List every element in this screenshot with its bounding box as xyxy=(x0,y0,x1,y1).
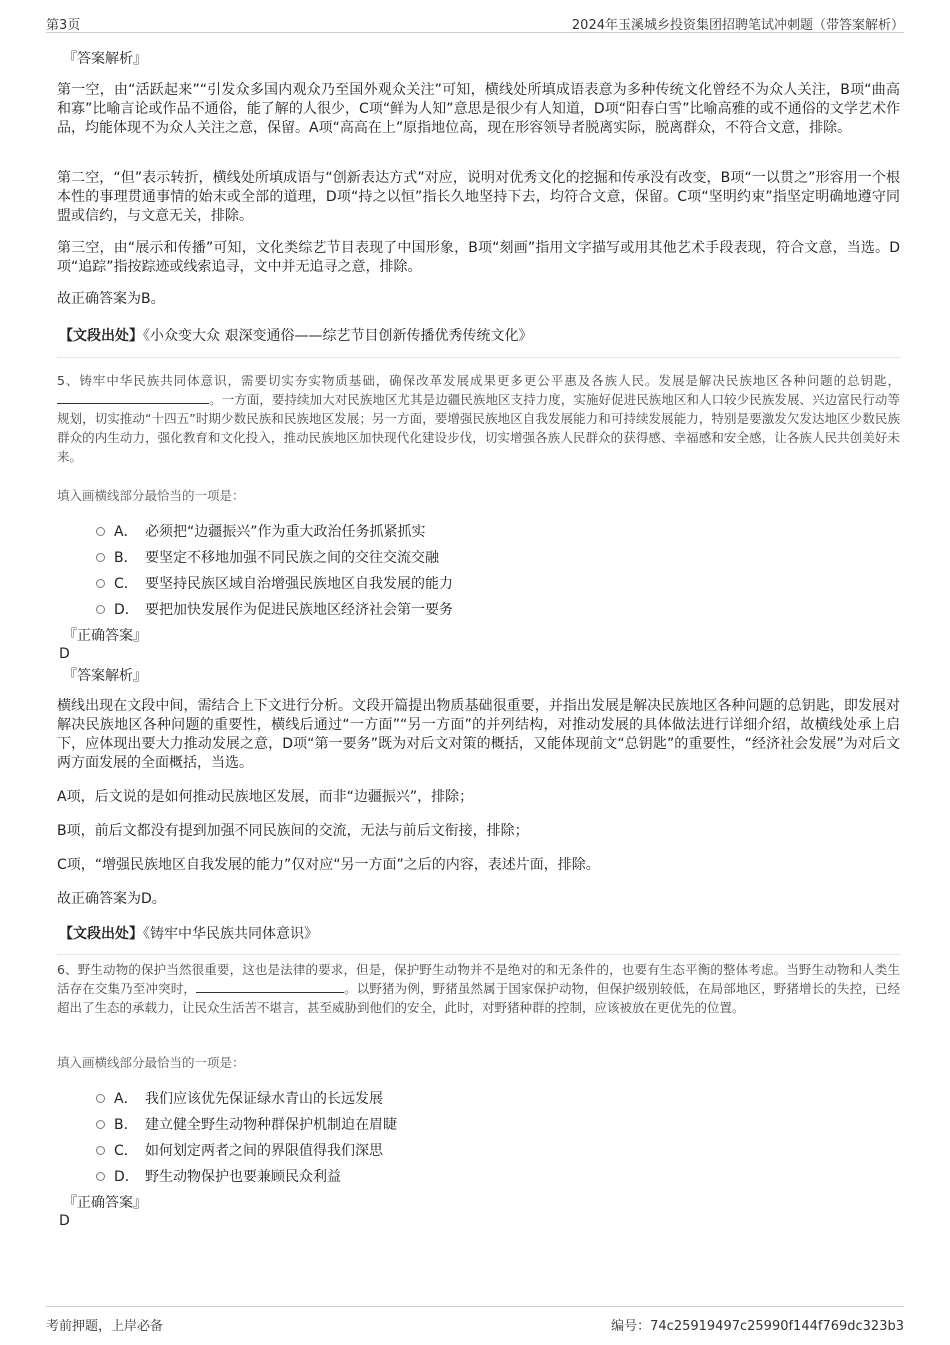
q5-stem-before: 5、铸牢中华民族共同体意识，需要切实夯实物质基础，确保改革发展成果更多更公平惠及各族人民。发展是解决民族地区各种问题的总钥匙， xyxy=(57,373,900,388)
q5-option-b[interactable]: B． 要坚定不移地加强不同民族之间的交往交流交融 xyxy=(57,545,900,571)
q5-conclusion: 故正确答案为D。 xyxy=(57,891,166,907)
q5-analysis-label: 『答案解析』 xyxy=(63,668,147,684)
footer-code-label: 编号： xyxy=(611,1319,651,1334)
q5-source xyxy=(59,923,900,943)
radio-icon[interactable] xyxy=(96,1120,105,1129)
q4-analysis-paragraph-3: 第三空，由“展示和传播”可知，文化类综艺节目表现了中国形象，B项“刻画”指用文字描写或用其他艺术手段表现，符合文意，当选。D项“追踪”指按踪迹或线索追寻，文中并无追寻之意，排除。 xyxy=(57,240,900,275)
page-header xyxy=(46,10,904,33)
radio-icon[interactable] xyxy=(96,527,105,536)
q6-blank xyxy=(196,980,344,993)
q6-option-c[interactable]: C． 如何划定两者之间的界限值得我们深思 xyxy=(57,1138,900,1164)
q6-option-d[interactable]: D． 野生动物保护也要兼顾民众利益 xyxy=(57,1164,900,1190)
q6-answer: D xyxy=(59,1213,70,1229)
q6-stem-before: 6、野生动物的保护当然很重要，这也是法律的要求，但是，保护野生动物并不是绝对的和无条件的，也要有生态平衡的整体考虑。当野生动物和人类生活存在交集乃至冲突时， xyxy=(57,962,900,996)
q4-analysis-label: 『答案解析』 xyxy=(63,51,147,67)
q5-analysis-paragraph-1: 横线出现在文段中间，需结合上下文进行分析。文段开篇提出物质基础很重要，并指出发展是解决民族地区各种问题的总钥匙，即发展对解决民族地区各种问题的重要性，横线后通过“一方面”“另一方面”的并列结构，对推动发展的具体做法进行详细介绍，故横线处承上启下，应体现出要大力推动发展之意，D项“第一要务”既为对后文对策的概括，又能体现前文“总钥匙”的重要性，“经济社会发展”为对后文两方面发展的全面概括，当选。 xyxy=(57,698,900,771)
q5-source-text: 《铸牢中华民族共同体意识》 xyxy=(143,926,318,942)
document-title: 2024年玉溪城乡投资集团招聘笔试冲刺题（带答案解析） xyxy=(571,18,904,33)
q5-analysis-option-a: A项，后文说的是如何推动民族地区发展，而非“边疆振兴”，排除； xyxy=(57,789,474,805)
radio-icon[interactable] xyxy=(96,579,105,588)
q6-stem-after: 。以野猪为例，野猪虽然属于国家保护动物，但保护级别较低，在局部地区，野猪增长的失控，已经超出了生态的承载力，让民众生活苦不堪言，甚至威胁到他们的安全，此时，对野猪种群的控制，应该被放在更优先的位置。 xyxy=(57,981,900,1015)
q5-analysis-option-c: C项，“增强民族地区自我发展的能力”仅对应“另一方面”之后的内容，表述片面，排除。 xyxy=(57,857,600,873)
q5-stem xyxy=(57,371,900,466)
q5-answer: D xyxy=(59,646,70,662)
q6-option-a[interactable]: A． 我们应该优先保证绿水青山的长远发展 xyxy=(57,1086,900,1112)
q5-option-a[interactable]: A． 必须把“边疆振兴”作为重大政治任务抓紧抓实 xyxy=(57,519,900,545)
q6-options xyxy=(57,1086,900,1190)
radio-icon[interactable] xyxy=(96,553,105,562)
q5-divider xyxy=(57,954,900,955)
page-footer xyxy=(46,1306,904,1337)
q6-answer-label: 『正确答案』 xyxy=(63,1195,147,1211)
q6-prompt: 填入画横线部分最恰当的一项是： xyxy=(57,1055,245,1070)
q5-options xyxy=(57,519,900,623)
q5-option-d[interactable]: D． 要把加快发展作为促进民族地区经济社会第一要务 xyxy=(57,597,900,623)
footer-code xyxy=(611,1315,904,1334)
radio-icon[interactable] xyxy=(96,605,105,614)
q4-conclusion: 故正确答案为B。 xyxy=(57,291,165,307)
page-number: 第3页 xyxy=(46,18,81,33)
q5-prompt: 填入画横线部分最恰当的一项是： xyxy=(57,488,245,503)
radio-icon[interactable] xyxy=(96,1146,105,1155)
footer-code-value: 74c25919497c25990f144f769dc323b3 xyxy=(650,1319,904,1334)
q4-analysis-paragraph-2: 第二空，“但”表示转折，横线处所填成语与“创新表达方式”对应，说明对优秀文化的挖掘和传承没有改变，B项“一以贯之”形容用一个根本性的事理贯通事情的始末或全部的道理，D项“持之以恒”指长久地坚持下去，均符合文意，保留。C项“坚明约束”指坚定明确地遵守同盟或信约，与文意无关，排除。 xyxy=(57,170,900,224)
q5-source-label: 【文段出处】 xyxy=(59,926,143,942)
radio-icon[interactable] xyxy=(96,1094,105,1103)
q4-divider xyxy=(57,357,900,358)
q5-stem-after: 。一方面，要持续加大对民族地区尤其是边疆民族地区支持力度，实施好促进民族地区和人口较少民族发展、兴边富民行动等规划，切实推动“十四五”时期少数民族和民族地区发展；另一方面，要增强民族地区自我发展能力和可持续发展能力，特别是要激发欠发达地区少数民族群众的内生动力，强化教育和文化投入，推动民族地区加快现代化建设步伐，切实增强各族人民群众的获得感、幸福感和安全感，让各族人民共创美好未来。 xyxy=(57,392,900,464)
q6-option-b[interactable]: B． 建立健全野生动物种群保护机制迫在眉睫 xyxy=(57,1112,900,1138)
radio-icon[interactable] xyxy=(96,1172,105,1181)
q4-source xyxy=(59,325,900,345)
q4-source-text: 《小众变大众 艰深变通俗——综艺节目创新传播优秀传统文化》 xyxy=(143,328,533,344)
footer-slogan: 考前押题，上岸必备 xyxy=(46,1319,164,1334)
q4-analysis-paragraph-1: 第一空，由“活跃起来”“引发众多国内观众乃至国外观众关注”可知，横线处所填成语表意为多种传统文化曾经不为众人关注，B项“曲高和寡”比喻言论或作品不通俗，能了解的人很少，C项“鲜为人知”意思是很少有人知道，D项“阳春白雪”比喻高雅的或不通俗的文学艺术作品，均能体现不为众人关注之意，保留。A项“高高在上”原指地位高，现在形容领导者脱离实际，脱离群众，不符合文意，排除。 xyxy=(57,82,900,136)
q6-stem xyxy=(57,960,900,1017)
q5-blank xyxy=(57,391,209,404)
q5-analysis-option-b: B项，前后文都没有提到加强不同民族间的交流，无法与前后文衔接，排除； xyxy=(57,823,529,839)
q4-source-label: 【文段出处】 xyxy=(59,328,143,344)
q5-answer-label: 『正确答案』 xyxy=(63,628,147,644)
q5-option-c[interactable]: C． 要坚持民族区域自治增强民族地区自我发展的能力 xyxy=(57,571,900,597)
